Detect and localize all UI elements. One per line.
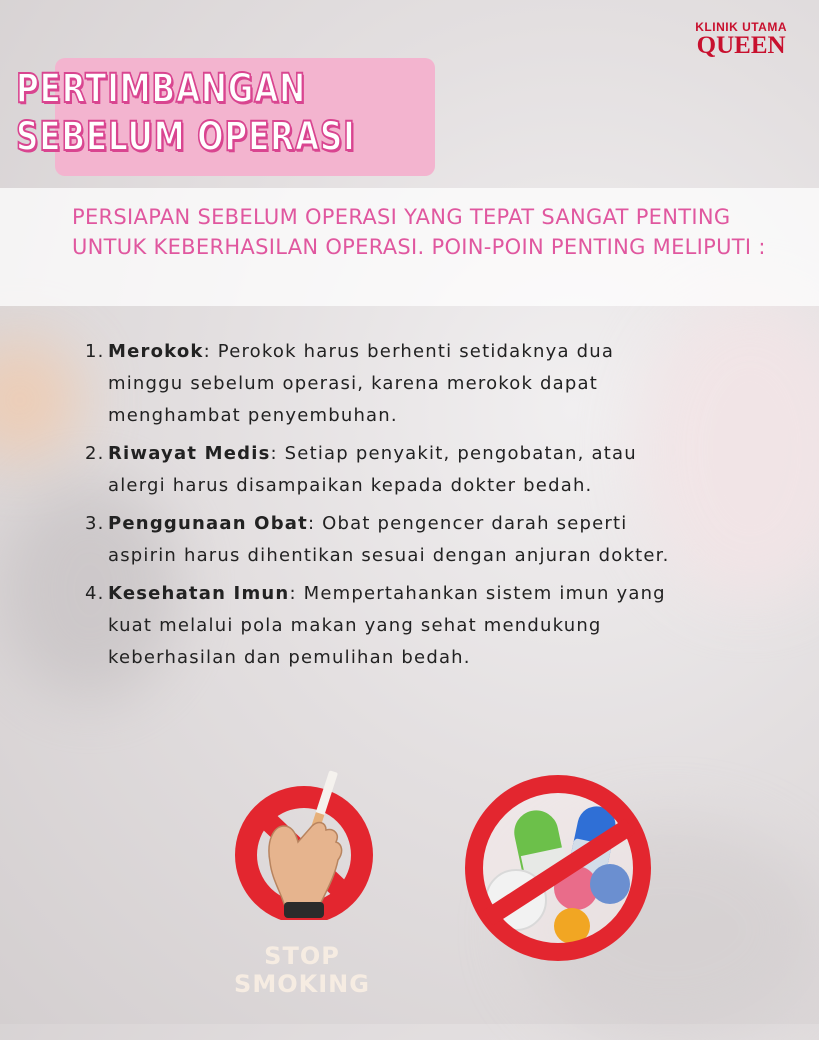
stop-smoking-line-2: SMOKING [234,970,370,998]
list-number: 1. [85,341,105,362]
page-title-line-2: SEBELUM OPERASI [16,114,356,160]
list-item [85,336,685,432]
background-blur-light [0,340,80,460]
consideration-list [85,336,685,680]
list-number: 3. [85,513,105,534]
list-text: : Setiap penyakit, pengobatan, atau alergi harus disampaikan kepada dokter bedah. [108,443,637,496]
list-item [85,508,685,572]
clinic-logo-subtitle: KLINIK UTAMA [695,20,787,34]
clinic-logo [695,20,787,58]
no-medication-icon [458,768,658,968]
list-term: Penggunaan Obat [108,513,308,534]
stop-smoking-label [232,942,372,998]
list-text: : Mempertahankan sistem imun yang kuat melalui pola makan yang sehat mendukung keberhasilan dan pemulihan bedah. [108,583,666,668]
no-smoking-icon [222,770,382,920]
list-term: Kesehatan Imun [108,583,290,604]
stop-smoking-line-1: STOP [264,942,340,970]
clinic-logo-name: QUEEN [696,32,786,59]
list-number: 4. [85,583,105,604]
list-number: 2. [85,443,105,464]
page-title-line-1: PERTIMBANGAN [16,66,307,112]
list-text: : Obat pengencer darah seperti aspirin harus dihentikan sesuai dengan anjuran dokter. [108,513,670,566]
list-item [85,578,685,674]
list-text: : Perokok harus berhenti setidaknya dua minggu sebelum operasi, karena merokok dapat menghambat penyembuhan. [108,341,615,426]
list-item [85,438,685,502]
intro-text: PERSIAPAN SEBELUM OPERASI YANG TEPAT SANGAT PENTING UNTUK KEBERHASILAN OPERASI. POIN-POIN PENTING MELIPUTI : [72,205,766,259]
list-term: Merokok [108,341,204,362]
list-term: Riwayat Medis [108,443,271,464]
